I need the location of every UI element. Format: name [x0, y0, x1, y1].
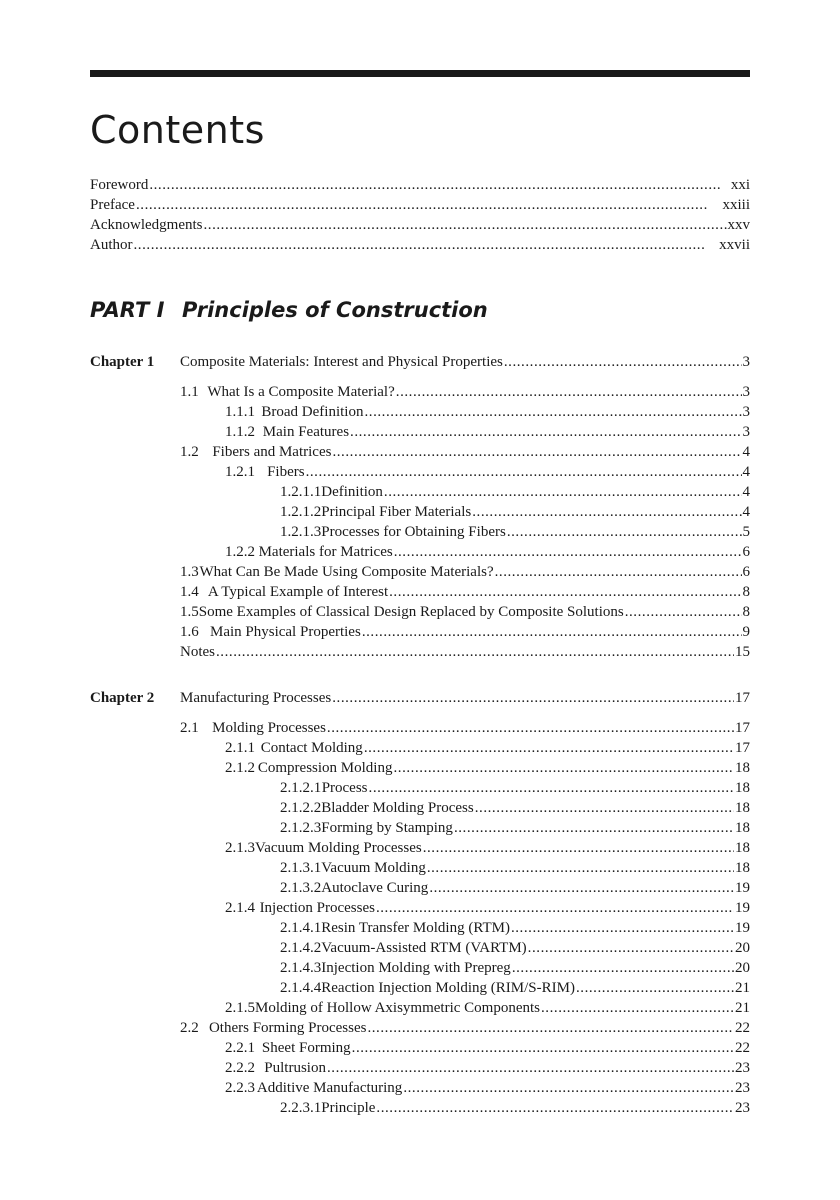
part-heading [90, 298, 488, 322]
entry-label: Others Forming Processes [208, 1020, 367, 1036]
entry-page-number: 18 [735, 840, 750, 856]
dot-leader [306, 462, 742, 482]
toc-entry[interactable] [280, 858, 750, 878]
entry-page-number: 5 [742, 524, 750, 540]
entry-page-number: 19 [735, 880, 750, 896]
dot-leader [327, 718, 734, 738]
toc-entry[interactable] [280, 958, 750, 978]
entry-number: 1.2 [180, 444, 199, 460]
entry-number: 2.1.3.1 [280, 860, 322, 876]
entry-page-number: 18 [735, 760, 750, 776]
toc-entry[interactable] [280, 878, 750, 898]
entry-label: Autoclave Curing [321, 880, 429, 896]
entry-label: Main Features [262, 424, 350, 440]
entry-label: A Typical Example of Interest [207, 584, 389, 600]
entry-number: 2.1.2.3 [280, 820, 322, 836]
dot-leader [216, 642, 734, 662]
toc-entry[interactable] [280, 798, 750, 818]
entry-page-number: 4 [742, 484, 750, 500]
entry-page-number: 8 [742, 604, 750, 620]
entry-label: Molding Processes [212, 720, 326, 736]
dot-leader [541, 998, 734, 1018]
dot-leader [369, 778, 734, 798]
dot-leader [332, 688, 734, 708]
dot-leader [512, 958, 734, 978]
entry-page-number: 6 [742, 564, 750, 580]
front-matter-entry[interactable] [90, 235, 750, 255]
toc-entry[interactable] [180, 442, 750, 462]
entry-label: Preface [90, 197, 135, 213]
entry-label: Composite Materials: Interest and Physical Properties [180, 354, 503, 370]
dot-leader [504, 352, 742, 372]
entry-label: Molding of Hollow Axisymmetric Components [255, 1000, 540, 1016]
toc-entry[interactable] [280, 818, 750, 838]
dot-leader [427, 858, 734, 878]
entry-number: 1.1.1 [225, 404, 255, 420]
entry-page-number: 9 [742, 624, 750, 640]
entry-number: 1.5 [180, 604, 199, 620]
entry-label: Sheet Forming [261, 1040, 351, 1056]
entry-page-number: 15 [735, 644, 750, 660]
dot-leader [625, 602, 742, 622]
notes-entry[interactable] [180, 642, 750, 662]
dot-leader [203, 215, 726, 235]
entry-label: What Can Be Made Using Composite Materials? [199, 564, 494, 580]
entry-label: Acknowledgments [90, 217, 203, 233]
entry-label: Compression Molding [257, 760, 393, 776]
dot-leader [528, 938, 734, 958]
dot-leader [364, 402, 741, 422]
entry-page-number: 23 [735, 1060, 750, 1076]
entry-label: Main Physical Properties [209, 624, 361, 640]
entry-number: 2.1.4 [225, 900, 255, 916]
entry-number: 1.2.1.3 [280, 524, 322, 540]
entry-page-number: 6 [742, 544, 750, 560]
toc-entry[interactable] [180, 582, 750, 602]
entry-number: 2.1.1 [225, 740, 255, 756]
toc-entry[interactable] [225, 542, 750, 562]
dot-leader [472, 502, 741, 522]
chapter-label: Chapter 2 [90, 690, 155, 706]
entry-page-number: 3 [742, 424, 750, 440]
entry-page-number: 3 [742, 384, 750, 400]
entry-number: 2.2.3.1 [280, 1100, 322, 1116]
toc-entry[interactable] [225, 838, 750, 858]
toc-entry[interactable] [225, 422, 750, 442]
toc-entry[interactable] [180, 382, 750, 402]
toc-entry[interactable] [280, 1098, 750, 1118]
entry-label: Vacuum-Assisted RTM (VARTM) [321, 940, 527, 956]
entry-label: Foreword [90, 177, 149, 193]
entry-label: Author [90, 237, 133, 253]
dot-leader [149, 175, 730, 195]
entry-page-number: 18 [735, 820, 750, 836]
dot-leader [389, 582, 741, 602]
entry-number: 1.1.2 [225, 424, 255, 440]
entry-page-number: 23 [735, 1100, 750, 1116]
entry-page-number: 3 [742, 404, 750, 420]
dot-leader [350, 422, 741, 442]
entry-label: Injection Molding with Prepreg [321, 960, 511, 976]
entry-page-number: 21 [735, 980, 750, 996]
entry-page-number: 19 [735, 920, 750, 936]
entry-number: 2.1.4.3 [280, 960, 322, 976]
entry-number: 2.1.2.2 [280, 800, 322, 816]
entry-label: Bladder Molding Process [321, 800, 474, 816]
dot-leader [362, 622, 742, 642]
entry-label: Pultrusion [264, 1060, 326, 1076]
dot-leader [394, 542, 742, 562]
dot-leader [136, 195, 722, 215]
toc-entry[interactable] [280, 938, 750, 958]
entry-label: Notes [180, 644, 215, 660]
toc-entry[interactable] [280, 778, 750, 798]
dot-leader [364, 738, 734, 758]
entry-label: Reaction Injection Molding (RIM/S-RIM) [321, 980, 575, 996]
entry-label: Fibers and Matrices [212, 444, 332, 460]
toc-entry[interactable] [225, 758, 750, 778]
entry-label: Processes for Obtaining Fibers [321, 524, 506, 540]
entry-number: 2.1.3 [225, 840, 255, 856]
dot-leader [367, 1018, 734, 1038]
entry-page-number: 19 [735, 900, 750, 916]
entry-page-number: 22 [735, 1020, 750, 1036]
entry-number: 2.1.3.2 [280, 880, 322, 896]
toc-entry[interactable] [225, 402, 750, 422]
entry-number: 2.1.4.4 [280, 980, 322, 996]
dot-leader [454, 818, 734, 838]
toc-entry[interactable] [180, 718, 750, 738]
toc-entry[interactable] [180, 602, 750, 622]
entry-page-number: 4 [742, 444, 750, 460]
chapter-label: Chapter 1 [90, 354, 155, 370]
entry-page-number: 18 [735, 800, 750, 816]
toc-entry[interactable] [180, 622, 750, 642]
entry-page-number: 20 [735, 940, 750, 956]
entry-number: 1.1 [180, 384, 199, 400]
entry-page-number: xxiii [722, 197, 750, 213]
entry-number: 1.2.1.2 [280, 504, 322, 520]
entry-page-number: 20 [735, 960, 750, 976]
entry-label: Definition [321, 484, 383, 500]
entry-label: Manufacturing Processes [180, 690, 332, 706]
dot-leader [134, 235, 719, 255]
dot-leader [352, 1038, 734, 1058]
dot-leader [475, 798, 734, 818]
entry-number: 2.2 [180, 1020, 199, 1036]
entry-page-number: 23 [735, 1080, 750, 1096]
entry-page-number: 17 [735, 690, 750, 706]
entry-page-number: 4 [742, 464, 750, 480]
entry-number: 1.2.1.1 [280, 484, 322, 500]
entry-label: Broad Definition [261, 404, 364, 420]
entry-label: Materials for Matrices [258, 544, 393, 560]
entry-number: 2.1.4.2 [280, 940, 322, 956]
entry-number: 2.2.2 [225, 1060, 255, 1076]
chapter-title-entry[interactable] [180, 688, 750, 708]
entry-label: What Is a Composite Material? [207, 384, 395, 400]
dot-leader [376, 898, 734, 918]
entry-label: Vacuum Molding Processes [255, 840, 422, 856]
entry-page-number: 22 [735, 1040, 750, 1056]
toc-entry[interactable] [280, 522, 750, 542]
entry-number: 1.2.2 [225, 544, 255, 560]
entry-number: 1.6 [180, 624, 199, 640]
entry-number: 2.1.2 [225, 760, 255, 776]
entry-page-number: 8 [742, 584, 750, 600]
toc-entry[interactable] [280, 978, 750, 998]
dot-leader [507, 522, 742, 542]
dot-leader [576, 978, 734, 998]
chapter-title-entry[interactable] [180, 352, 750, 372]
dot-leader [384, 482, 742, 502]
entry-page-number: 3 [742, 354, 750, 370]
entry-label: Injection Processes [259, 900, 375, 916]
entry-label: Forming by Stamping [321, 820, 453, 836]
dot-leader [376, 1098, 734, 1118]
dot-leader [429, 878, 734, 898]
entry-label: Fibers [267, 464, 305, 480]
page-title: Contents [90, 108, 265, 152]
entry-label: Process [321, 780, 368, 796]
entry-label: Some Examples of Classical Design Replaced by Composite Solutions [198, 604, 624, 620]
entry-number: 1.2.1 [225, 464, 255, 480]
front-matter-entry[interactable] [90, 215, 750, 235]
entry-number: 2.1.5 [225, 1000, 255, 1016]
dot-leader [511, 918, 734, 938]
entry-number: 2.2.1 [225, 1040, 255, 1056]
dot-leader [423, 838, 734, 858]
entry-page-number: xxv [727, 217, 750, 233]
entry-page-number: 18 [735, 860, 750, 876]
entry-number: 2.1 [180, 720, 199, 736]
dot-leader [393, 758, 734, 778]
entry-label: Contact Molding [260, 740, 363, 756]
entry-label: Additive Manufacturing [256, 1080, 403, 1096]
entry-label: Principal Fiber Materials [321, 504, 472, 520]
toc-entry[interactable] [180, 562, 750, 582]
dot-leader [332, 442, 741, 462]
toc-entry[interactable] [225, 998, 750, 1018]
toc-entry[interactable] [225, 898, 750, 918]
entry-number: 1.3 [180, 564, 199, 580]
entry-page-number: 21 [735, 1000, 750, 1016]
front-matter-entry[interactable] [90, 175, 750, 195]
part-label: PART I [90, 298, 165, 322]
entry-page-number: 17 [735, 740, 750, 756]
dot-leader [403, 1078, 734, 1098]
entry-page-number: 4 [742, 504, 750, 520]
dot-leader [495, 562, 742, 582]
top-rule [90, 70, 750, 77]
toc-entry[interactable] [225, 1078, 750, 1098]
entry-page-number: xxvii [719, 237, 750, 253]
entry-page-number: 17 [735, 720, 750, 736]
entry-number: 2.2.3 [225, 1080, 255, 1096]
entry-number: 1.4 [180, 584, 199, 600]
toc-entry[interactable] [225, 738, 750, 758]
dot-leader [327, 1058, 734, 1078]
entry-page-number: 18 [735, 780, 750, 796]
entry-label: Principle [321, 1100, 376, 1116]
part-title: Principles of Construction [182, 298, 488, 322]
toc-entry[interactable] [225, 462, 750, 482]
entry-label: Resin Transfer Molding (RTM) [321, 920, 510, 936]
entry-number: 2.1.2.1 [280, 780, 322, 796]
entry-label: Vacuum Molding [321, 860, 426, 876]
front-matter-entry[interactable] [90, 195, 750, 215]
toc-entry[interactable] [225, 1038, 750, 1058]
entry-page-number: xxi [730, 177, 750, 193]
toc-entry[interactable] [225, 1058, 750, 1078]
toc-entry[interactable] [280, 482, 750, 502]
toc-entry[interactable] [280, 502, 750, 522]
toc-entry[interactable] [180, 1018, 750, 1038]
dot-leader [396, 382, 742, 402]
toc-entry[interactable] [280, 918, 750, 938]
entry-number: 2.1.4.1 [280, 920, 322, 936]
